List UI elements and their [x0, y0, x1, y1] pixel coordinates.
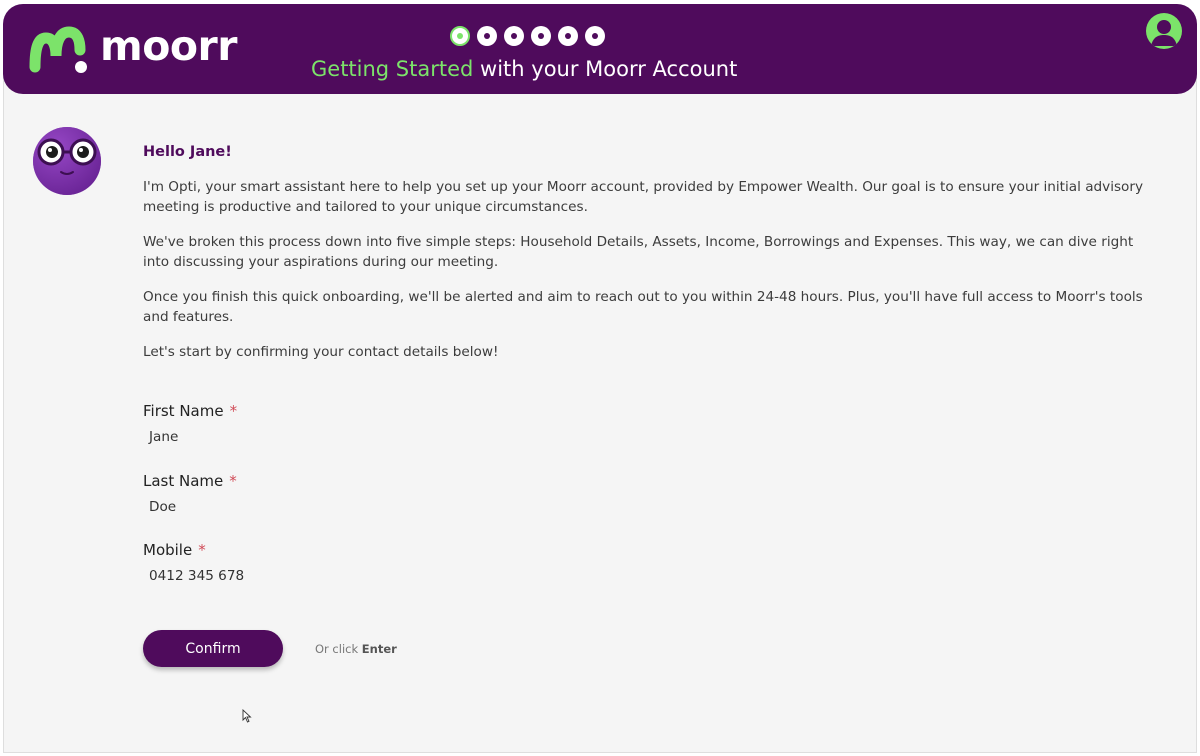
intro-paragraph: I'm Opti, your smart assistant here to help you set up your Moorr account, provided by Empower Wealth. Our goal is to ensure your initial advisory meeting is productive and tailored to your unique circumstances.: [143, 179, 1144, 215]
last-name-input[interactable]: Doe: [149, 499, 177, 515]
first-name-input[interactable]: Jane: [149, 429, 179, 445]
step-indicator-2[interactable]: [477, 26, 497, 46]
page-title-accent: Getting Started: [311, 57, 474, 81]
brand-name: moorr: [100, 22, 237, 70]
mouse-cursor-icon: [242, 709, 252, 723]
mobile-field: [143, 539, 244, 586]
first-name-field: [143, 400, 237, 447]
greeting-heading: Hello Jane!: [143, 144, 232, 160]
page-title-rest: with your Moorr Account: [473, 57, 738, 81]
mobile-label-text: Mobile: [143, 541, 193, 559]
last-name-field: [143, 470, 237, 517]
page-title: [311, 57, 737, 81]
first-name-label-text: First Name: [143, 402, 224, 420]
enter-hint-key: Enter: [361, 642, 397, 656]
moorr-logo[interactable]: [26, 18, 237, 78]
progress-steps: [450, 26, 605, 46]
opti-assistant-avatar-icon: [31, 125, 103, 197]
step-indicator-6[interactable]: [585, 26, 605, 46]
assistant-message: [143, 141, 1143, 377]
step-indicator-1[interactable]: [450, 26, 470, 46]
required-marker: *: [198, 541, 206, 559]
enter-hint-prefix: Or click: [315, 642, 362, 656]
moorr-m-logo-icon: [26, 18, 90, 78]
followup-paragraph: Once you finish this quick onboarding, we'll be alerted and aim to reach out to you within 24-48 hours. Plus, you'll have full access to Moorr's tools and features.: [143, 289, 1143, 325]
required-marker: *: [229, 472, 237, 490]
steps-paragraph: We've broken this process down into five simple steps: Household Details, Assets, Income, Borrowings and Expenses. This way, we can dive right into discussing your aspirations during our meeting.: [143, 234, 1134, 270]
app-header: [3, 4, 1197, 94]
mobile-label: [143, 539, 244, 561]
last-name-label: [143, 470, 237, 492]
prompt-paragraph: Let's start by confirming your contact details below!: [143, 344, 499, 360]
enter-hint: [315, 640, 397, 658]
profile-button[interactable]: [1146, 13, 1182, 49]
step-indicator-4[interactable]: [531, 26, 551, 46]
mobile-input[interactable]: 0412 345 678: [149, 568, 245, 584]
first-name-label: [143, 400, 237, 422]
confirm-button[interactable]: Confirm: [143, 630, 283, 667]
step-indicator-3[interactable]: [504, 26, 524, 46]
step-indicator-5[interactable]: [558, 26, 578, 46]
user-avatar-icon: [1146, 13, 1182, 49]
last-name-label-text: Last Name: [143, 472, 224, 490]
required-marker: *: [229, 402, 238, 420]
